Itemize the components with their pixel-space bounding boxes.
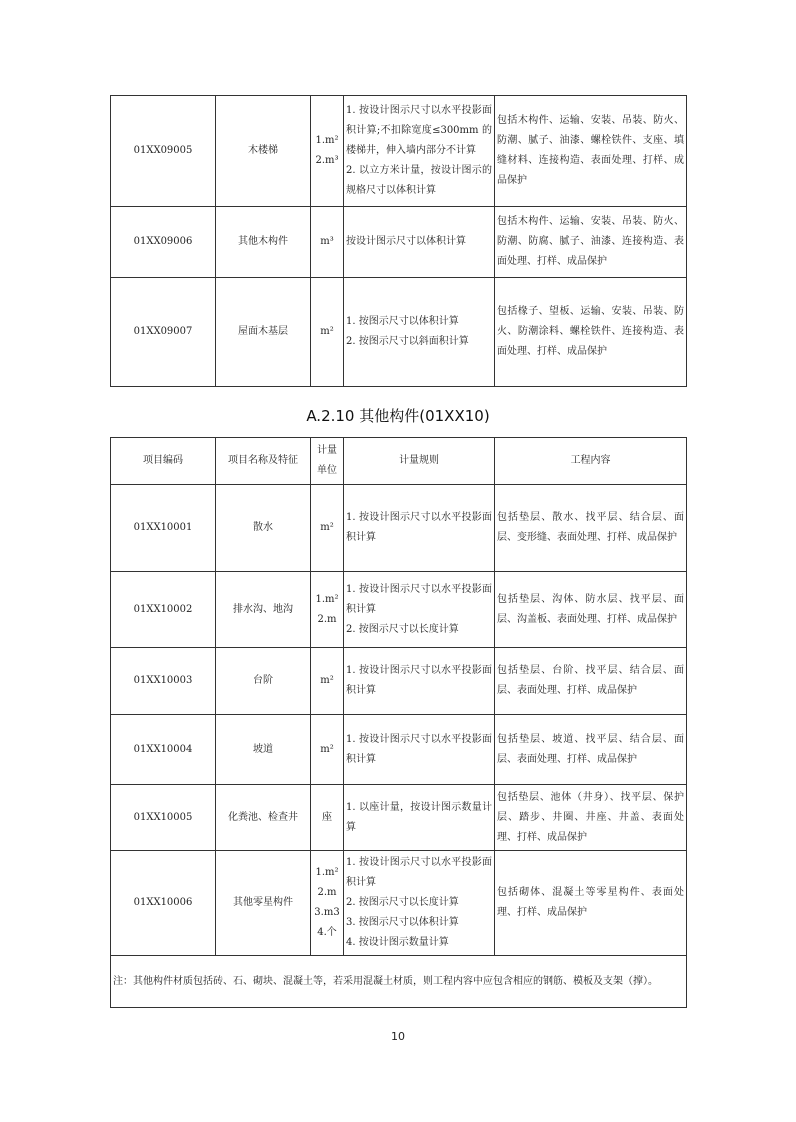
header-name: 项目名称及特征 [216, 438, 311, 485]
item-name: 台阶 [216, 648, 311, 715]
table-row [111, 785, 687, 851]
unit: 1.m² [315, 867, 339, 878]
table-note: 注：其他构件材质包括砖、石、砌块、混凝土等，若采用混凝土材质，则工程内容中应包含相应的钢筋、模板及支架（撑）。 [111, 956, 687, 1008]
item-code: 01XX09006 [111, 207, 216, 278]
unit: 1.m² [315, 135, 339, 146]
rule-cell [344, 572, 495, 648]
unit-cell [311, 785, 344, 851]
table-row [111, 278, 687, 387]
rule: 1. 按设计图示尺寸以水平投影面积计算 [346, 583, 492, 615]
other-components-table [110, 437, 687, 1008]
unit: m² [320, 522, 334, 533]
unit: 4.个 [317, 927, 337, 938]
work-content: 包括木构件、运输、安装、吊装、防火、防潮、腻子、油漆、螺栓铁件、支座、填缝材料、连接构造、表面处理、打样、成品保护 [495, 96, 687, 207]
item-code: 01XX10005 [111, 785, 216, 851]
unit: m³ [320, 236, 334, 247]
table-row [111, 851, 687, 956]
item-name: 屋面木基层 [216, 278, 311, 387]
unit-cell [311, 96, 344, 207]
table-row [111, 715, 687, 785]
item-name: 其他零星构件 [216, 851, 311, 956]
work-content: 包括垫层、池体（井身）、找平层、保护层、踏步、井圈、井座、井盖、表面处理、打样、成品保护 [495, 785, 687, 851]
rule-cell [344, 485, 495, 572]
unit: m² [320, 675, 334, 686]
rule-cell [344, 715, 495, 785]
unit: 1.m² [315, 593, 339, 605]
rule: 2. 按图示尺寸以斜面积计算 [346, 336, 469, 347]
rule: 1. 按设计图示尺寸以水平投影面积计算 [346, 665, 492, 696]
unit-cell [311, 715, 344, 785]
unit: 2.m [317, 887, 337, 898]
unit-cell [311, 278, 344, 387]
unit: 2.m³ [315, 155, 339, 166]
note-row [111, 956, 687, 1008]
rule: 1. 按图示尺寸以体积计算 [346, 316, 459, 327]
rule-cell [344, 207, 495, 278]
work-content: 包括椽子、望板、运输、安装、吊装、防火、防潮涂料、螺栓铁件、连接构造、表面处理、打样、成品保护 [495, 278, 687, 387]
rule: 2. 按图示尺寸以长度计算 [346, 623, 459, 635]
wood-components-table [110, 95, 687, 387]
rule: 1. 以座计量，按设计图示数量计算 [346, 801, 492, 833]
unit-cell [311, 485, 344, 572]
rule: 2. 按图示尺寸以长度计算 [346, 897, 459, 908]
rule: 2. 以立方米计量，按设计图示的规格尺寸以体积计算 [346, 165, 492, 196]
rule-cell [344, 278, 495, 387]
rule-cell [344, 648, 495, 715]
rule: 1. 按设计图示尺寸以水平投影面积计算 [346, 733, 492, 765]
table-row [111, 485, 687, 572]
rule: 1. 按设计图示尺寸以水平投影面积计算;不扣除宽度≤300mm 的楼梯井，伸入墙内部分不计算 [346, 105, 492, 156]
item-code: 01XX09007 [111, 278, 216, 387]
section-title: A.2.10 其他构件(01XX10) [306, 407, 490, 425]
page-number: 10 [391, 1030, 405, 1043]
header-unit: 计量单位 [311, 438, 344, 485]
item-code: 01XX10003 [111, 648, 216, 715]
rule: 1. 按设计图示尺寸以水平投影面积计算 [346, 512, 492, 543]
item-name: 坡道 [216, 715, 311, 785]
item-name: 其他木构件 [216, 207, 311, 278]
unit-cell [311, 648, 344, 715]
work-content: 包括垫层、坡道、找平层、结合层、面层、表面处理、打样、成品保护 [495, 715, 687, 785]
unit: m² [320, 743, 334, 755]
item-name: 散水 [216, 485, 311, 572]
item-code: 01XX10002 [111, 572, 216, 648]
header-rule: 计量规则 [344, 438, 495, 485]
item-name: 排水沟、地沟 [216, 572, 311, 648]
table-row [111, 96, 687, 207]
rule: 按设计图示尺寸以体积计算 [346, 236, 466, 247]
table-row [111, 572, 687, 648]
rule: 3. 按图示尺寸以体积计算 [346, 917, 459, 928]
unit: 2.m [317, 613, 337, 625]
rule-cell [344, 851, 495, 956]
unit: m² [320, 326, 334, 337]
header-code: 项目编码 [111, 438, 216, 485]
unit: 3.m3 [314, 907, 340, 918]
rule-cell [344, 785, 495, 851]
work-content: 包括垫层、台阶、找平层、结合层、面层、表面处理、打样、成品保护 [495, 648, 687, 715]
unit: 座 [322, 811, 332, 823]
work-content: 包括垫层、散水、找平层、结合层、面层、变形缝、表面处理、打样、成品保护 [495, 485, 687, 572]
unit-cell [311, 572, 344, 648]
table-row [111, 207, 687, 278]
rule: 4. 按设计图示数量计算 [346, 937, 449, 948]
table-header-row [111, 438, 687, 485]
item-name: 化粪池、检查井 [216, 785, 311, 851]
work-content: 包括垫层、沟体、防水层、找平层、面层、沟盖板、表面处理、打样、成品保护 [495, 572, 687, 648]
table-row [111, 648, 687, 715]
work-content: 包括木构件、运输、安装、吊装、防火、防潮、防腐、腻子、油漆、连接构造、表面处理、打样、成品保护 [495, 207, 687, 278]
item-code: 01XX10006 [111, 851, 216, 956]
item-code: 01XX09005 [111, 96, 216, 207]
work-content: 包括砌体、混凝土等零星构件、表面处理、打样、成品保护 [495, 851, 687, 956]
item-code: 01XX10001 [111, 485, 216, 572]
header-work: 工程内容 [495, 438, 687, 485]
rule: 1. 按设计图示尺寸以水平投影面积计算 [346, 857, 492, 888]
item-code: 01XX10004 [111, 715, 216, 785]
unit-cell [311, 207, 344, 278]
item-name: 木楼梯 [216, 96, 311, 207]
unit-cell [311, 851, 344, 956]
rule-cell [344, 96, 495, 207]
